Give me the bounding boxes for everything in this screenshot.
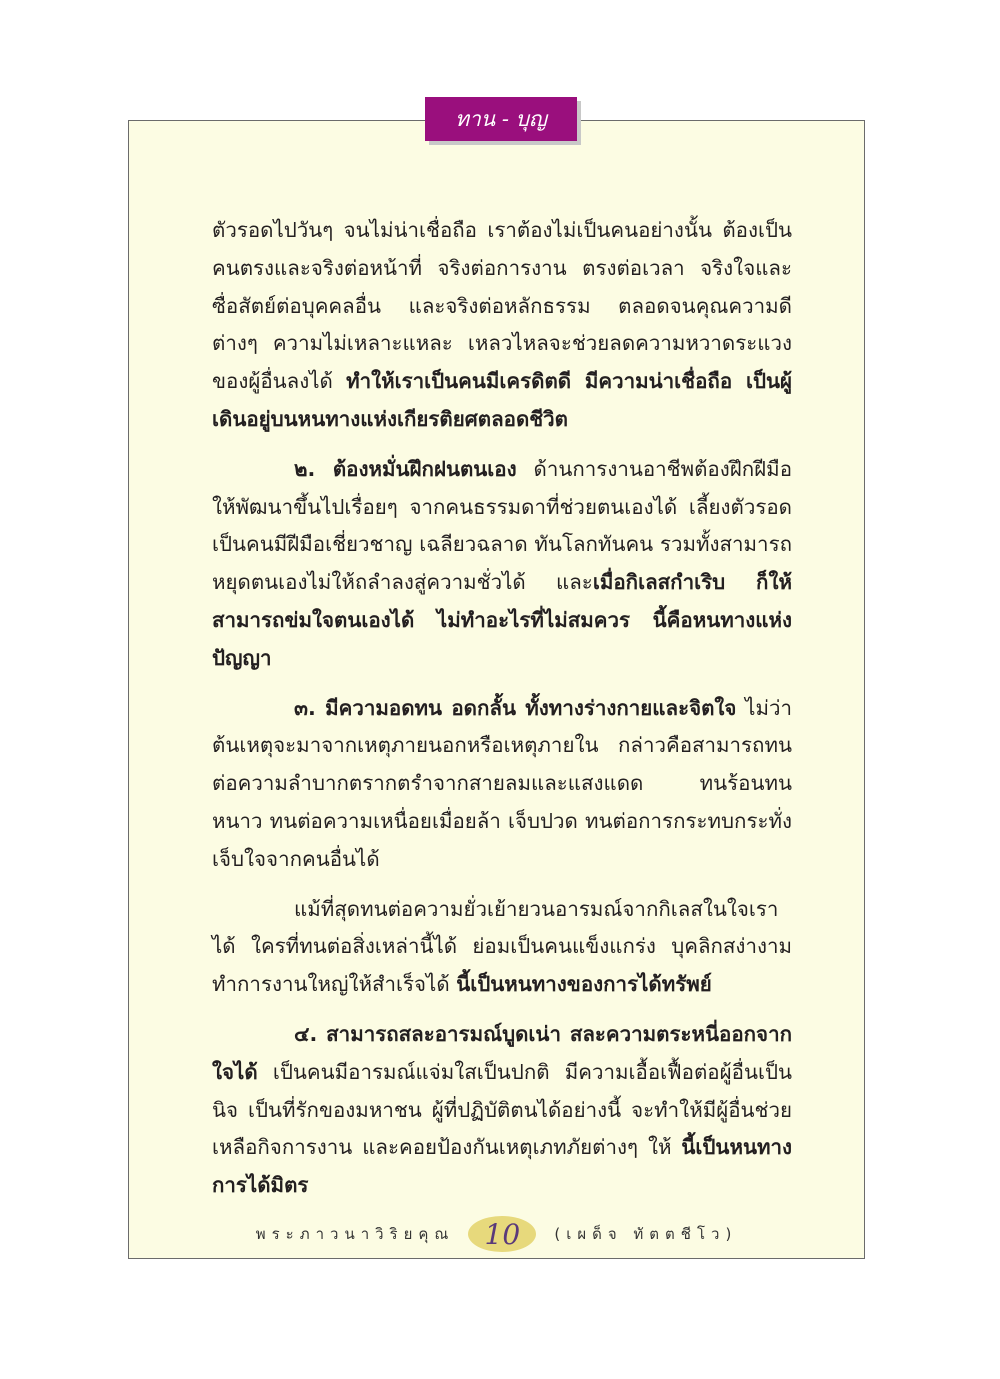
text-run-bold: ๔. สามารถสละอารมณ์บูดเน่า สละความตระหนี่ออกจากใจได้ [212, 1021, 792, 1084]
text-run: เป็นคนมีอารมณ์แจ่มใสเป็นปกติ มีความเอื้อเฟื้อต่อผู้อื่นเป็นนิจ เป็นที่รักของมหาชน ผู้ที่ปฏิบัติตนได้อย่างนี้ จะทำให้มีผู้อื่นช่วยเหลือกิจการงาน และคอยป้องกันเหตุเภทภัยต่างๆ ให้ [212, 1059, 792, 1160]
text-run: แม้ที่สุดทนต่อความยั่วเย้ายวนอารมณ์จากกิเลสในใจเราได้ ใครที่ทนต่อสิ่งเหล่านี้ได้ ย่อมเป็นคนแข็งแกร่ง บุคลิกสง่างาม ทำการงานใหญ่ให้สำเร็จได้ [212, 896, 792, 997]
text-run-bold: นี้เป็นหนทางของการได้ทรัพย์ [456, 972, 712, 997]
text-run-bold: เมื่อกิเลสกำเริบ ก็ให้สามารถข่มใจตนเองได้ ไม่ทำอะไรที่ไม่สมควร นี้คือหนทางแห่งปัญญา [212, 570, 792, 670]
body-text [212, 212, 792, 1217]
paragraph-5 [212, 1016, 792, 1205]
chapter-title: ทาน - บุญ [455, 106, 547, 131]
author-name: (เผด็จ ทัตตชีโว) [554, 1225, 738, 1243]
text-run: ไม่ว่าต้นเหตุจะมาจากเหตุภายนอกหรือเหตุภายใน กล่าวคือสามารถทนต่อความลำบากตรากตรำจากสายลมและแสงแดด ทนร้อนทนหนาว ทนต่อความเหนื่อยเมื่อยล้า เจ็บปวด ทนต่อการกระทบกระทั่งเจ็บใจจากคนอื่นได้ [212, 695, 792, 871]
chapter-header-tab [425, 97, 577, 141]
page-number: 10 [468, 1216, 536, 1252]
paragraph-4 [212, 891, 792, 1004]
text-run-bold: ๒. ต้องหมั่นฝึกฝนตนเอง [294, 456, 517, 481]
text-run: ตัวรอดไปวันๆ จนไม่น่าเชื่อถือ เราต้องไม่เป็นคนอย่างนั้น ต้องเป็นคนตรงและจริงต่อหน้าที่ จริงต่อการงาน ตรงต่อเวลา จริงใจและซื่อสัตย์ต่อบุคคลอื่น และจริงต่อหลักธรรม ตลอดจนคุณความดีต่างๆ ความไม่เหลาะแหละ เหลวไหลจะช่วยลดความหวาดระแวงของผู้อื่นลงได้ [212, 218, 792, 394]
paragraph-1 [212, 212, 792, 439]
text-run-bold: ๓. มีความอดทน อดกลั้น ทั้งทางร่างกายและจิตใจ [294, 695, 737, 720]
page-footer [128, 1214, 865, 1254]
text-run: ด้านการงานอาชีพต้องฝึกฝีมือให้พัฒนาขึ้นไปเรื่อยๆ จากคนธรรมดาที่ช่วยตนเองได้ เลี้ยงตัวรอด เป็นคนมีฝีมือเชี่ยวชาญ เฉลียวฉลาด ทันโลกทันคน รวมทั้งสามารถหยุดตนเองไม่ให้ถลำลงสู่ความชั่วได้ และ [212, 456, 792, 595]
paragraph-2 [212, 451, 792, 678]
text-run-bold: ทำให้เราเป็นคนมีเครดิตดี มีความน่าเชื่อถือ เป็นผู้เดินอยู่บนหนทางแห่งเกียรติยศตลอดชีวิต [212, 369, 792, 431]
paragraph-3 [212, 690, 792, 879]
book-title: พระภาวนาวิริยคุณ [255, 1225, 455, 1243]
text-run-bold: นี้เป็นหนทางการได้มิตร [212, 1135, 792, 1198]
